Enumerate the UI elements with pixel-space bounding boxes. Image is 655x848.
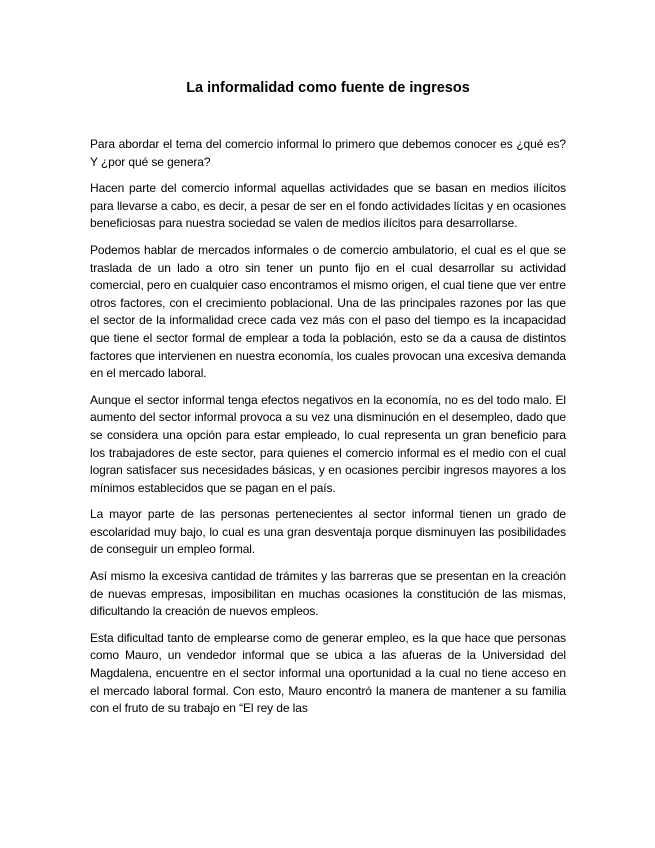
document-title: La informalidad como fuente de ingresos	[186, 80, 470, 96]
paragraph: Hacen parte del comercio informal aquellas actividades que se basan en medios ilícitos para llevarse a cabo, es decir, a pesar de ser en el fondo actividades lícitas y en ocasiones beneficiosas para nuestra sociedad se valen de medios ilícitos para desarrollarse.	[90, 181, 566, 231]
paragraph: La mayor parte de las personas pertenecientes al sector informal tienen un grado de escolaridad muy bajo, lo cual es una gran desventaja porque disminuyen las posibilidades de conseguir un empleo formal.	[90, 507, 566, 557]
paragraph: Aunque el sector informal tenga efectos negativos en la economía, no es del todo malo. El aumento del sector informal provoca a su vez una disminución en el desempleo, dado que se considera una opción para estar empleado, lo cual representa un gran beneficio para los trabajadores de este sector, para quienes el comercio informal es el medio con el cual logran satisfacer sus necesidades básicas, y en ocasiones percibir ingresos mayores a los mínimos establecidos que se pagan en el país.	[90, 392, 566, 495]
paragraph: Esta dificultad tanto de emplearse como de generar empleo, es la que hace que personas como Mauro, un vendedor informal que se ubica a las afueras de la Universidad del Magdalena, encuentre en el sector informal una oportunidad a la cual no tiene acceso en el mercado laboral formal. Con esto, Mauro encontró la manera de mantener a su familia con el fruto de su trabajo en “El rey de las	[90, 630, 566, 716]
paragraph: Así mismo la excesiva cantidad de trámites y las barreras que se presentan en la creación de nuevas empresas, imposibilitan en muchas ocasiones la constitución de las mismas, dificultando la creación de nuevos empleos.	[90, 569, 566, 619]
paragraph: Para abordar el tema del comercio informal lo primero que debemos conocer es ¿qué es? Y ¿por qué se genera?	[90, 137, 566, 169]
document-body	[90, 136, 566, 727]
paragraph: Podemos hablar de mercados informales o de comercio ambulatorio, el cual es el que se traslada de un lado a otro sin tener un punto fijo en el cual desarrollar su actividad comercial, pero en cualquier caso encontramos el mismo origen, el cual tiene que ver entre otros factores, con el crecimiento poblacional. Una de las principales razones por las que el sector de la informalidad crece cada vez más con el paso del tiempo es la incapacidad que tiene el sector formal de emplear a toda la población, esto se da a causa de distintos factores que intervienen en nuestra economía, los cuales provocan una excesiva demanda en el mercado laboral.	[90, 242, 566, 381]
